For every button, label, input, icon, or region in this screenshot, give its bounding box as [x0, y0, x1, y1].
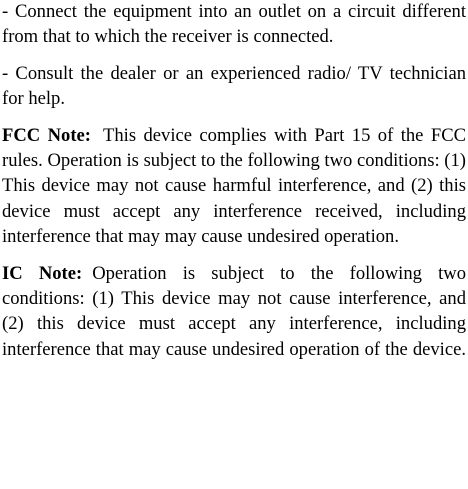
fcc-note-label: FCC Note: — [2, 124, 91, 146]
outlet-instruction: - Connect the equipment into an outlet on a circuit different from that to which the receiver is connected. — [2, 1, 466, 48]
fcc-note-text: This device complies with Part 15 of the FCC rules. Operation is subject to the following two conditions: (1) This device may not cause harmful interference, and (2) this device must accept any interference received, including interference that may may cause undesired operation. — [2, 124, 466, 248]
ic-note-text: Operation is subject to the following two conditions: (1) This device may not cause interference, and (2) this device must accept any interference, including interference that may cause undesired operation of the device. — [2, 262, 466, 360]
ic-note — [2, 261, 466, 363]
fcc-note — [2, 123, 466, 250]
dealer-instruction: - Consult the dealer or an experienced radio/ TV technician for help. — [2, 62, 466, 110]
ic-note-label: IC Note: — [2, 262, 83, 284]
compliance-notes-document — [2, 0, 466, 362]
